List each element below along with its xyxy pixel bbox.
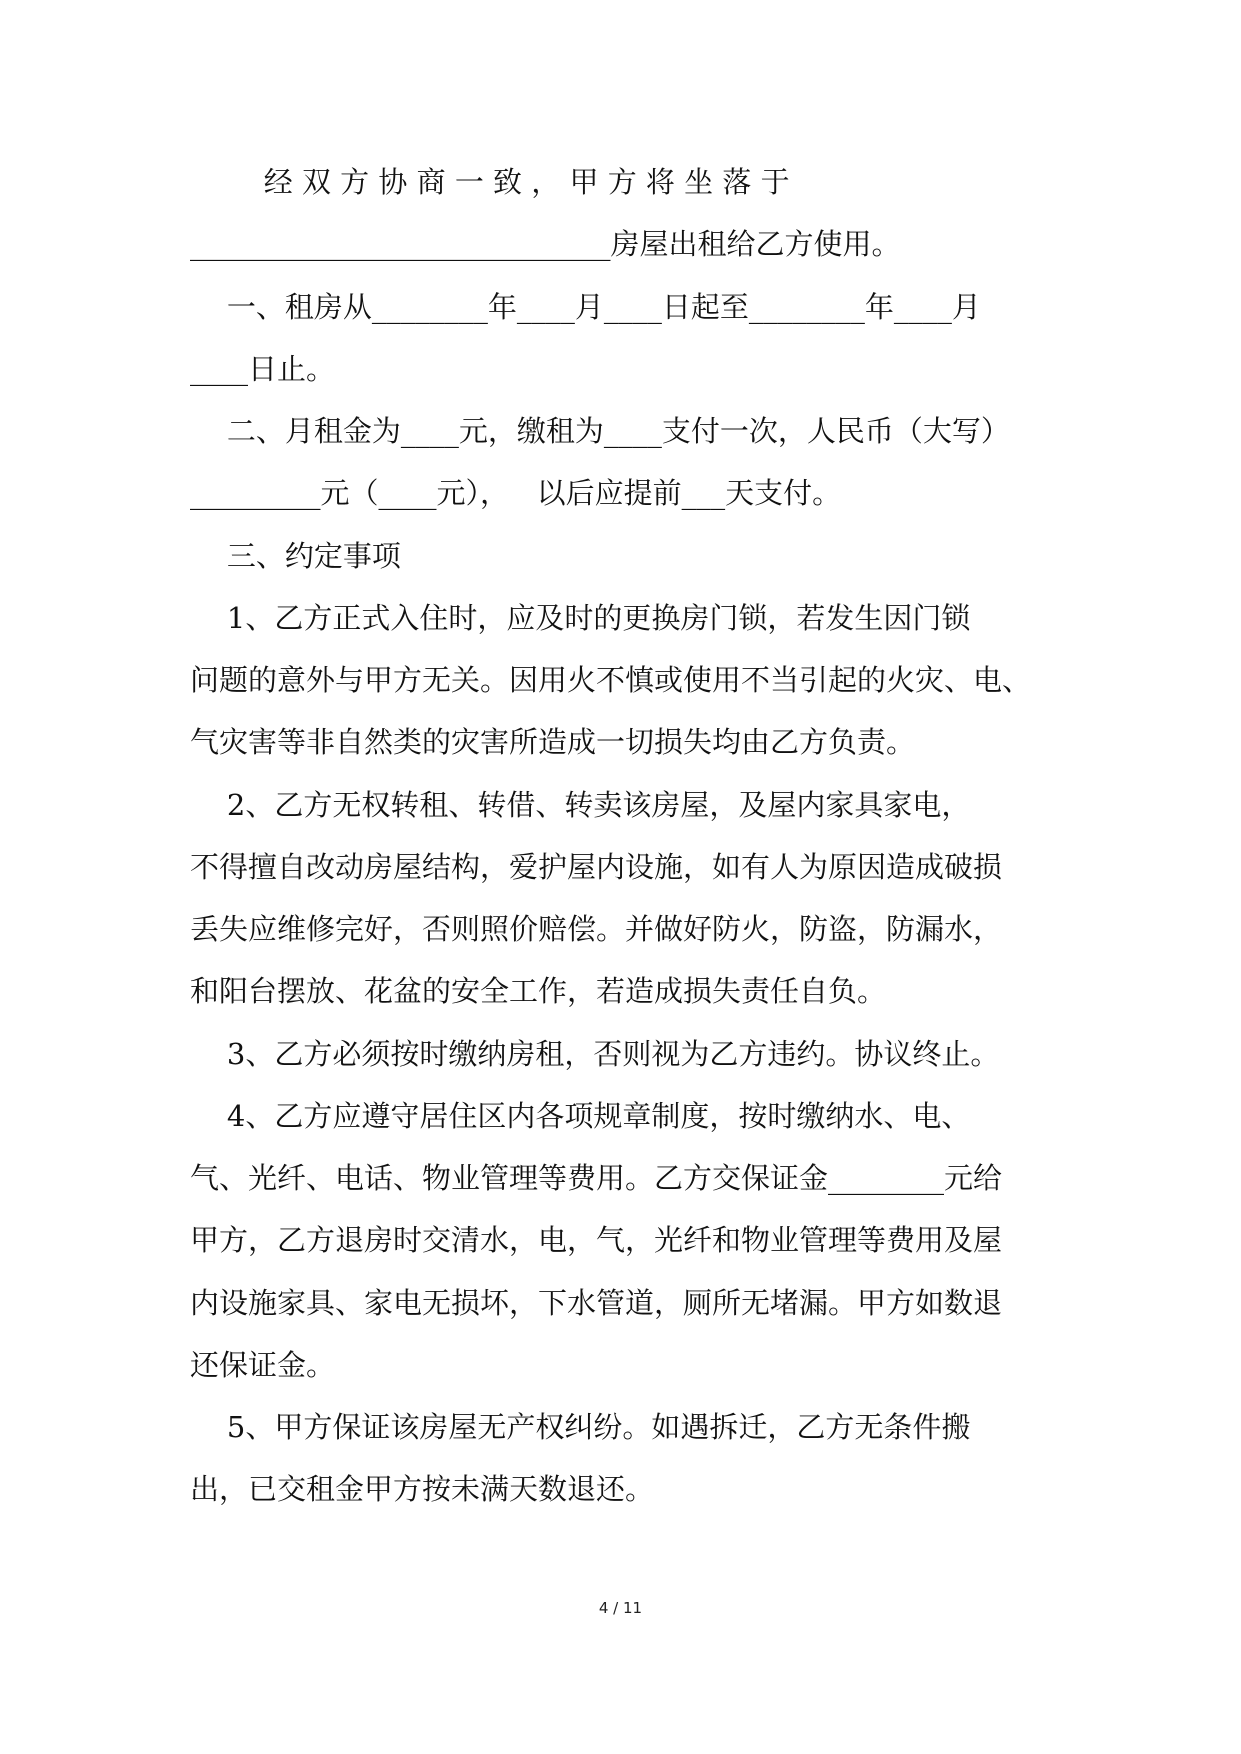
paragraph-line: 1、乙方正式入住时，应及时的更换房门锁，若发生因门锁 — [190, 601, 971, 635]
page-number: 4 / 11 — [598, 1599, 643, 1617]
paragraph-line: 经 双 方 协 商 一 致 ， 甲 方 将 坐 落 于 — [190, 165, 790, 199]
paragraph-line: 4、乙方应遵守居住区内各项规章制度，按时缴纳水、电、 — [190, 1099, 971, 1133]
paragraph-line: 不得擅自改动房屋结构，爱护屋内设施，如有人为原因造成破损 — [190, 850, 1003, 884]
paragraph-line: 2、乙方无权转租、转借、转卖该房屋，及屋内家具家电， — [190, 788, 971, 822]
paragraph-line: 出，已交租金甲方按未满天数退还。 — [190, 1472, 655, 1506]
paragraph-line: 丢失应维修完好，否则照价赔偿。并做好防火，防盗，防漏水， — [190, 912, 1003, 946]
paragraph-line: 气、光纤、电话、物业管理等费用。乙方交保证金________元给 — [190, 1161, 1003, 1195]
paragraph-line: 二、月租金为____元，缴租为____支付一次，人民币（大写） — [190, 414, 1010, 448]
paragraph-line: 内设施家具、家电无损坏，下水管道，厕所无堵漏。甲方如数退 — [190, 1286, 1003, 1320]
paragraph-line: ____日止。 — [190, 352, 336, 386]
paragraph-line: 和阳台摆放、花盆的安全工作，若造成损失责任自负。 — [190, 974, 887, 1008]
section-heading: 三、约定事项 — [190, 539, 401, 573]
paragraph-line: 甲方，乙方退房时交清水，电，气，光纤和物业管理等费用及屋 — [190, 1223, 1003, 1257]
paragraph-line: 气灾害等非自然类的灾害所造成一切损失均由乙方负责。 — [190, 725, 916, 759]
paragraph-line: _____________________________房屋出租给乙方使用。 — [190, 227, 901, 261]
paragraph-line: 3、乙方必须按时缴纳房租，否则视为乙方违约。协议终止。 — [190, 1037, 1000, 1071]
paragraph-line: 问题的意外与甲方无关。因用火不慎或使用不当引起的火灾、电、 — [190, 663, 1032, 697]
paragraph-line: _________元（____元）， 以后应提前___天支付。 — [190, 476, 842, 510]
paragraph-line: 一、租房从________年____月____日起至________年____月 — [190, 290, 981, 324]
paragraph-line: 5、甲方保证该房屋无产权纠纷。如遇拆迁，乙方无条件搬 — [190, 1410, 971, 1444]
paragraph-line: 还保证金。 — [190, 1348, 336, 1382]
